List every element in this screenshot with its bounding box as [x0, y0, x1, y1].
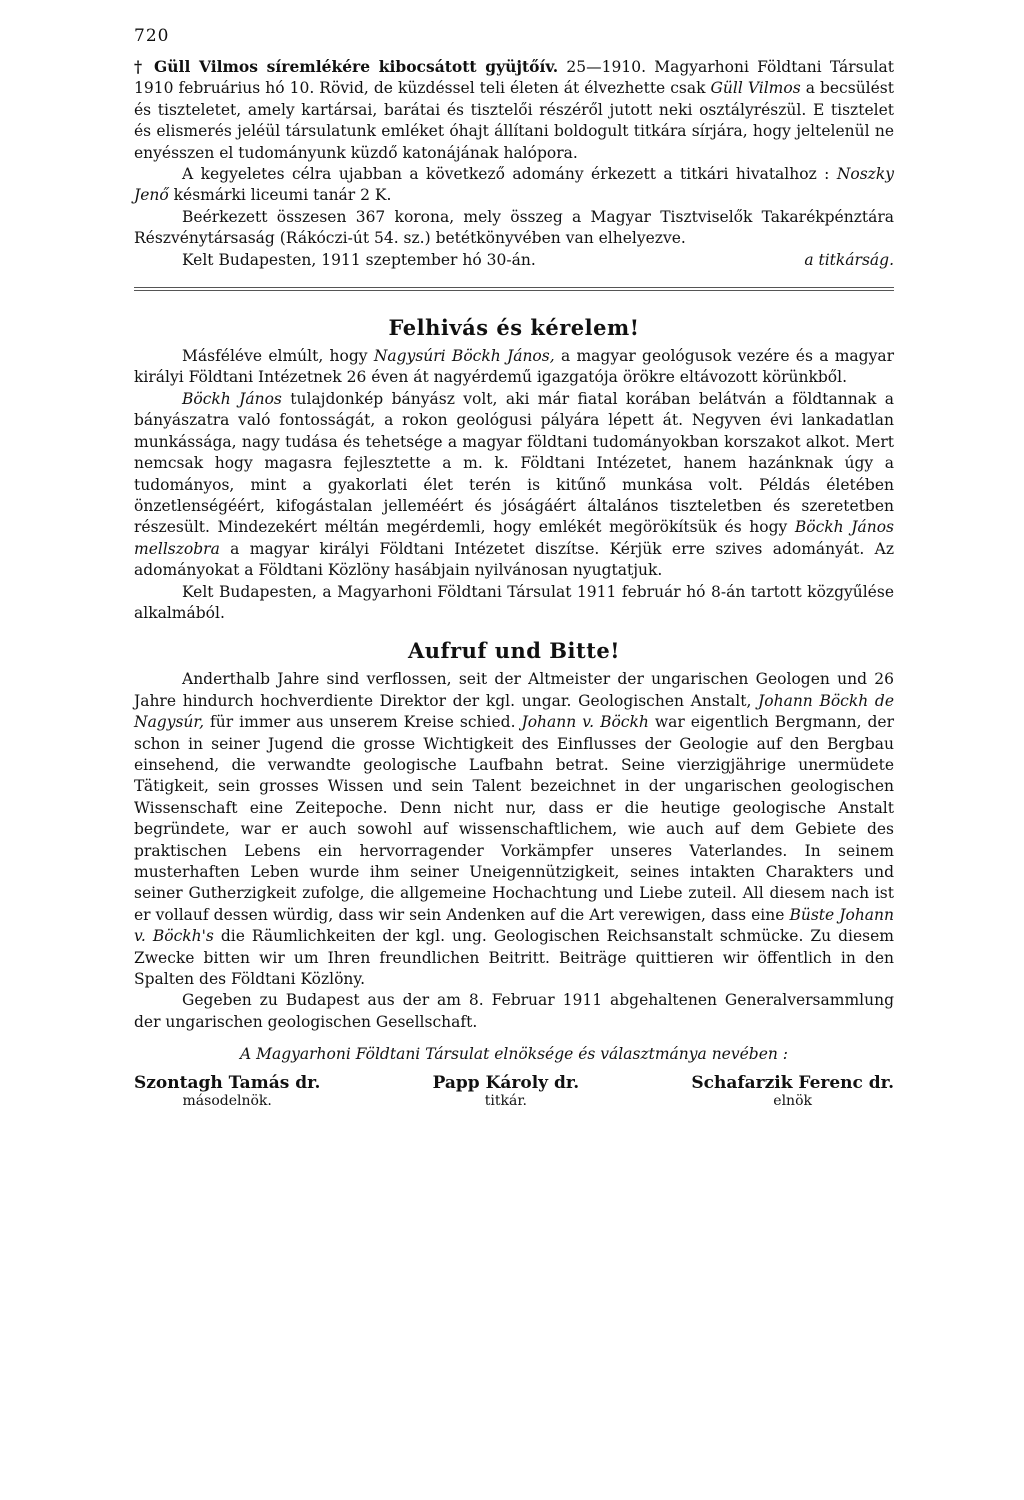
- de-paragraph-1: [134, 669, 894, 990]
- section-divider: [134, 287, 894, 291]
- hungarian-heading: Felhivás és kérelem!: [388, 315, 640, 341]
- gull-paragraph-3: Beérkezett összesen 367 korona, mely összeg a Magyar Tisztviselők Takarékpénztára Részvénytársaság (Rákóczi-út 54. sz.) betétkönyvében van elhelyezve.: [134, 207, 894, 248]
- hu-bust: Böckh János mellszobra: [134, 518, 894, 558]
- de-text-1b: für immer aus unserem Kreise schied.: [204, 713, 522, 732]
- closing-line: A Magyarhoni Földtani Társulat elnöksége és választmánya nevében :: [239, 1045, 789, 1064]
- de-bust: Büste Johann v. Böckh's: [134, 905, 895, 946]
- signatories: [134, 1073, 894, 1110]
- de-text-1c: war eigentlich Bergmann, der schon in seiner Jugend die grosse Wichtigkeit des Einflusses der Geologie auf den Bergbau einsehend, die verwandte geologische Laufbahn betrat. Seine vierzigjährige unermüdete Tätigkeit, sein grosses Wissen und sein Talent bezeichnet in der ungarischen geologischen Wissenschaft eine Zeitepoche. Denn nicht nur, dass er die heutige geologische Anstalt begründete, war er auch sowohl auf wissenschaftlichem, wie auch auf dem Gebiete des praktischen Lebens ein hervorragender Vorkämpfer unseres Vaterlandes. In seinem musterhaften Leben wurde ihm seiner Uneigennützigkeit, seines intakten Charakters und seiner Gutherzigkeit zufolge, die allgemeine Hochachtung und Liebe zuteil. All diesem nach ist er vollauf dessen würdig, dass wir sein Andenken auf die Art verewigen, dass eine: [134, 713, 895, 924]
- signatory-name: Papp Károly dr.: [432, 1073, 580, 1094]
- signatory-name: Schafarzik Ferenc dr.: [691, 1073, 894, 1094]
- hu-paragraph-1: [134, 346, 894, 389]
- page-number: 720: [134, 26, 170, 46]
- signatory: [691, 1073, 894, 1110]
- hu-text-2a: tulajdonkép bányász volt, aki már fiatal korában belátván a földtannak a bányászatra való fontosságát, a rokon geológusi pályára lépett át. Negyven évi lankadatlan munkássága, nagy tudása és tehetsége a magyar földtani tudományokban korszakot alkot. Mert nemcsak hogy magasra fejlesztette a m. k. Földtani Intézetet, hanem hazánknak úgy a tudományos, mint a gyakorlati élet terén is kitűnő munkása volt. Példás életében önzetlenségéért, kifogástalan jelleméért és jóságáért általános tiszteletben és szeretetben részesült. Mindezekért méltán megérdemli, hogy emlékét megörökítsük és hogy: [134, 389, 894, 537]
- hu-text-2b: a magyar királyi Földtani Intézetet diszítse. Kérjük erre szives adományát. Az adományokat a Földtani Közlöny hasábjain nyilvánosan nyugtatjuk.: [134, 539, 894, 580]
- signatory-role: titkár.: [484, 1093, 527, 1110]
- de-paragraph-2: Gegeben zu Budapest aus der am 8. Februar 1911 abgehaltenen Generalversammlung der ungarischen geologischen Gesellschaft.: [134, 991, 894, 1031]
- signatory: [134, 1073, 320, 1110]
- hu-paragraph-3: Kelt Budapesten, a Magyarhoni Földtani Társulat 1911 február hó 8-án tartott közgyűlése alkalmából.: [134, 582, 894, 622]
- hu-name-2: Böckh János: [182, 389, 282, 408]
- hu-text-1b: a magyar geológusok vezére és a magyar királyi Földtani Intézetnek 26 éven át nagyérdemű igazgatója örökre eltávozott körünkből.: [134, 347, 895, 387]
- gull-signer: a titkárság.: [804, 250, 894, 269]
- hu-text-1a: Másféléve elmúlt, hogy: [182, 347, 374, 366]
- german-heading: Aufruf und Bitte!: [407, 638, 620, 664]
- gull-title: † Güll Vilmos síremlékére kibocsátott gyüjtőív.: [134, 57, 559, 76]
- document-page: [134, 26, 894, 1110]
- gull-paragraph-1: [134, 56, 894, 164]
- de-name: Johann Böckh de Nagysúr,: [134, 691, 894, 732]
- gull-text-2: A kegyeletes célra ujabban a következő adomány érkezett a titkári hivatalhoz :: [182, 165, 830, 184]
- gull-donor: Noszky Jenő: [134, 165, 894, 205]
- signatory-role: másodelnök.: [182, 1093, 272, 1110]
- signatory-name: Szontagh Tamás dr.: [134, 1073, 321, 1094]
- hu-name: Nagysúri Böckh János,: [373, 347, 555, 366]
- gull-paragraph-2: [134, 164, 894, 207]
- hu-paragraph-2: [134, 389, 894, 582]
- gull-text-1b: a becsülést és tiszteletet, amely kartársai, barátai és tisztelői részéről jutott neki osztályrészül. E tisztelet és elismerés jeléül társulatunk emléket óhajt állítani boldogult titkára sírjára, hogy jeltelenül ne enyésszen el tudományunk küzdő katonájának halópora.: [134, 79, 894, 162]
- gull-text-1a: ius hó 10. Rövid, de küzdéssel teli életen át élvezhette csak: [237, 79, 711, 98]
- signatory-role: elnök: [773, 1093, 812, 1110]
- signatory: [433, 1073, 580, 1110]
- gull-date: Kelt Budapesten, 1911 szeptember hó 30-án.: [182, 250, 536, 269]
- gull-text-2-rest: késmárki liceumi tanár 2 K.: [168, 186, 392, 205]
- gull-head-rest: 25—1910. Magyarhoni Földtani Társulat 1910 február: [134, 58, 894, 98]
- gull-name: Güll Vilmos: [710, 79, 801, 98]
- de-text-1a: Anderthalb Jahre sind verflossen, seit der Altmeister der ungarischen Geologen und 26 Jahre hindurch hochverdiente Direktor der kgl. ungar. Geologischen Anstalt,: [134, 670, 894, 710]
- de-text-1d: die Räumlichkeiten der kgl. ung. Geologischen Reichsanstalt schmücke. Zu diesem Zwecke bitten wir um Ihren freundlichen Beitritt. Beiträge quittieren wir öffentlich in den Spalten des Földtani Közlöny.: [134, 927, 894, 989]
- de-name-2: Johann v. Böckh: [521, 713, 649, 732]
- gull-dateline: [134, 250, 894, 271]
